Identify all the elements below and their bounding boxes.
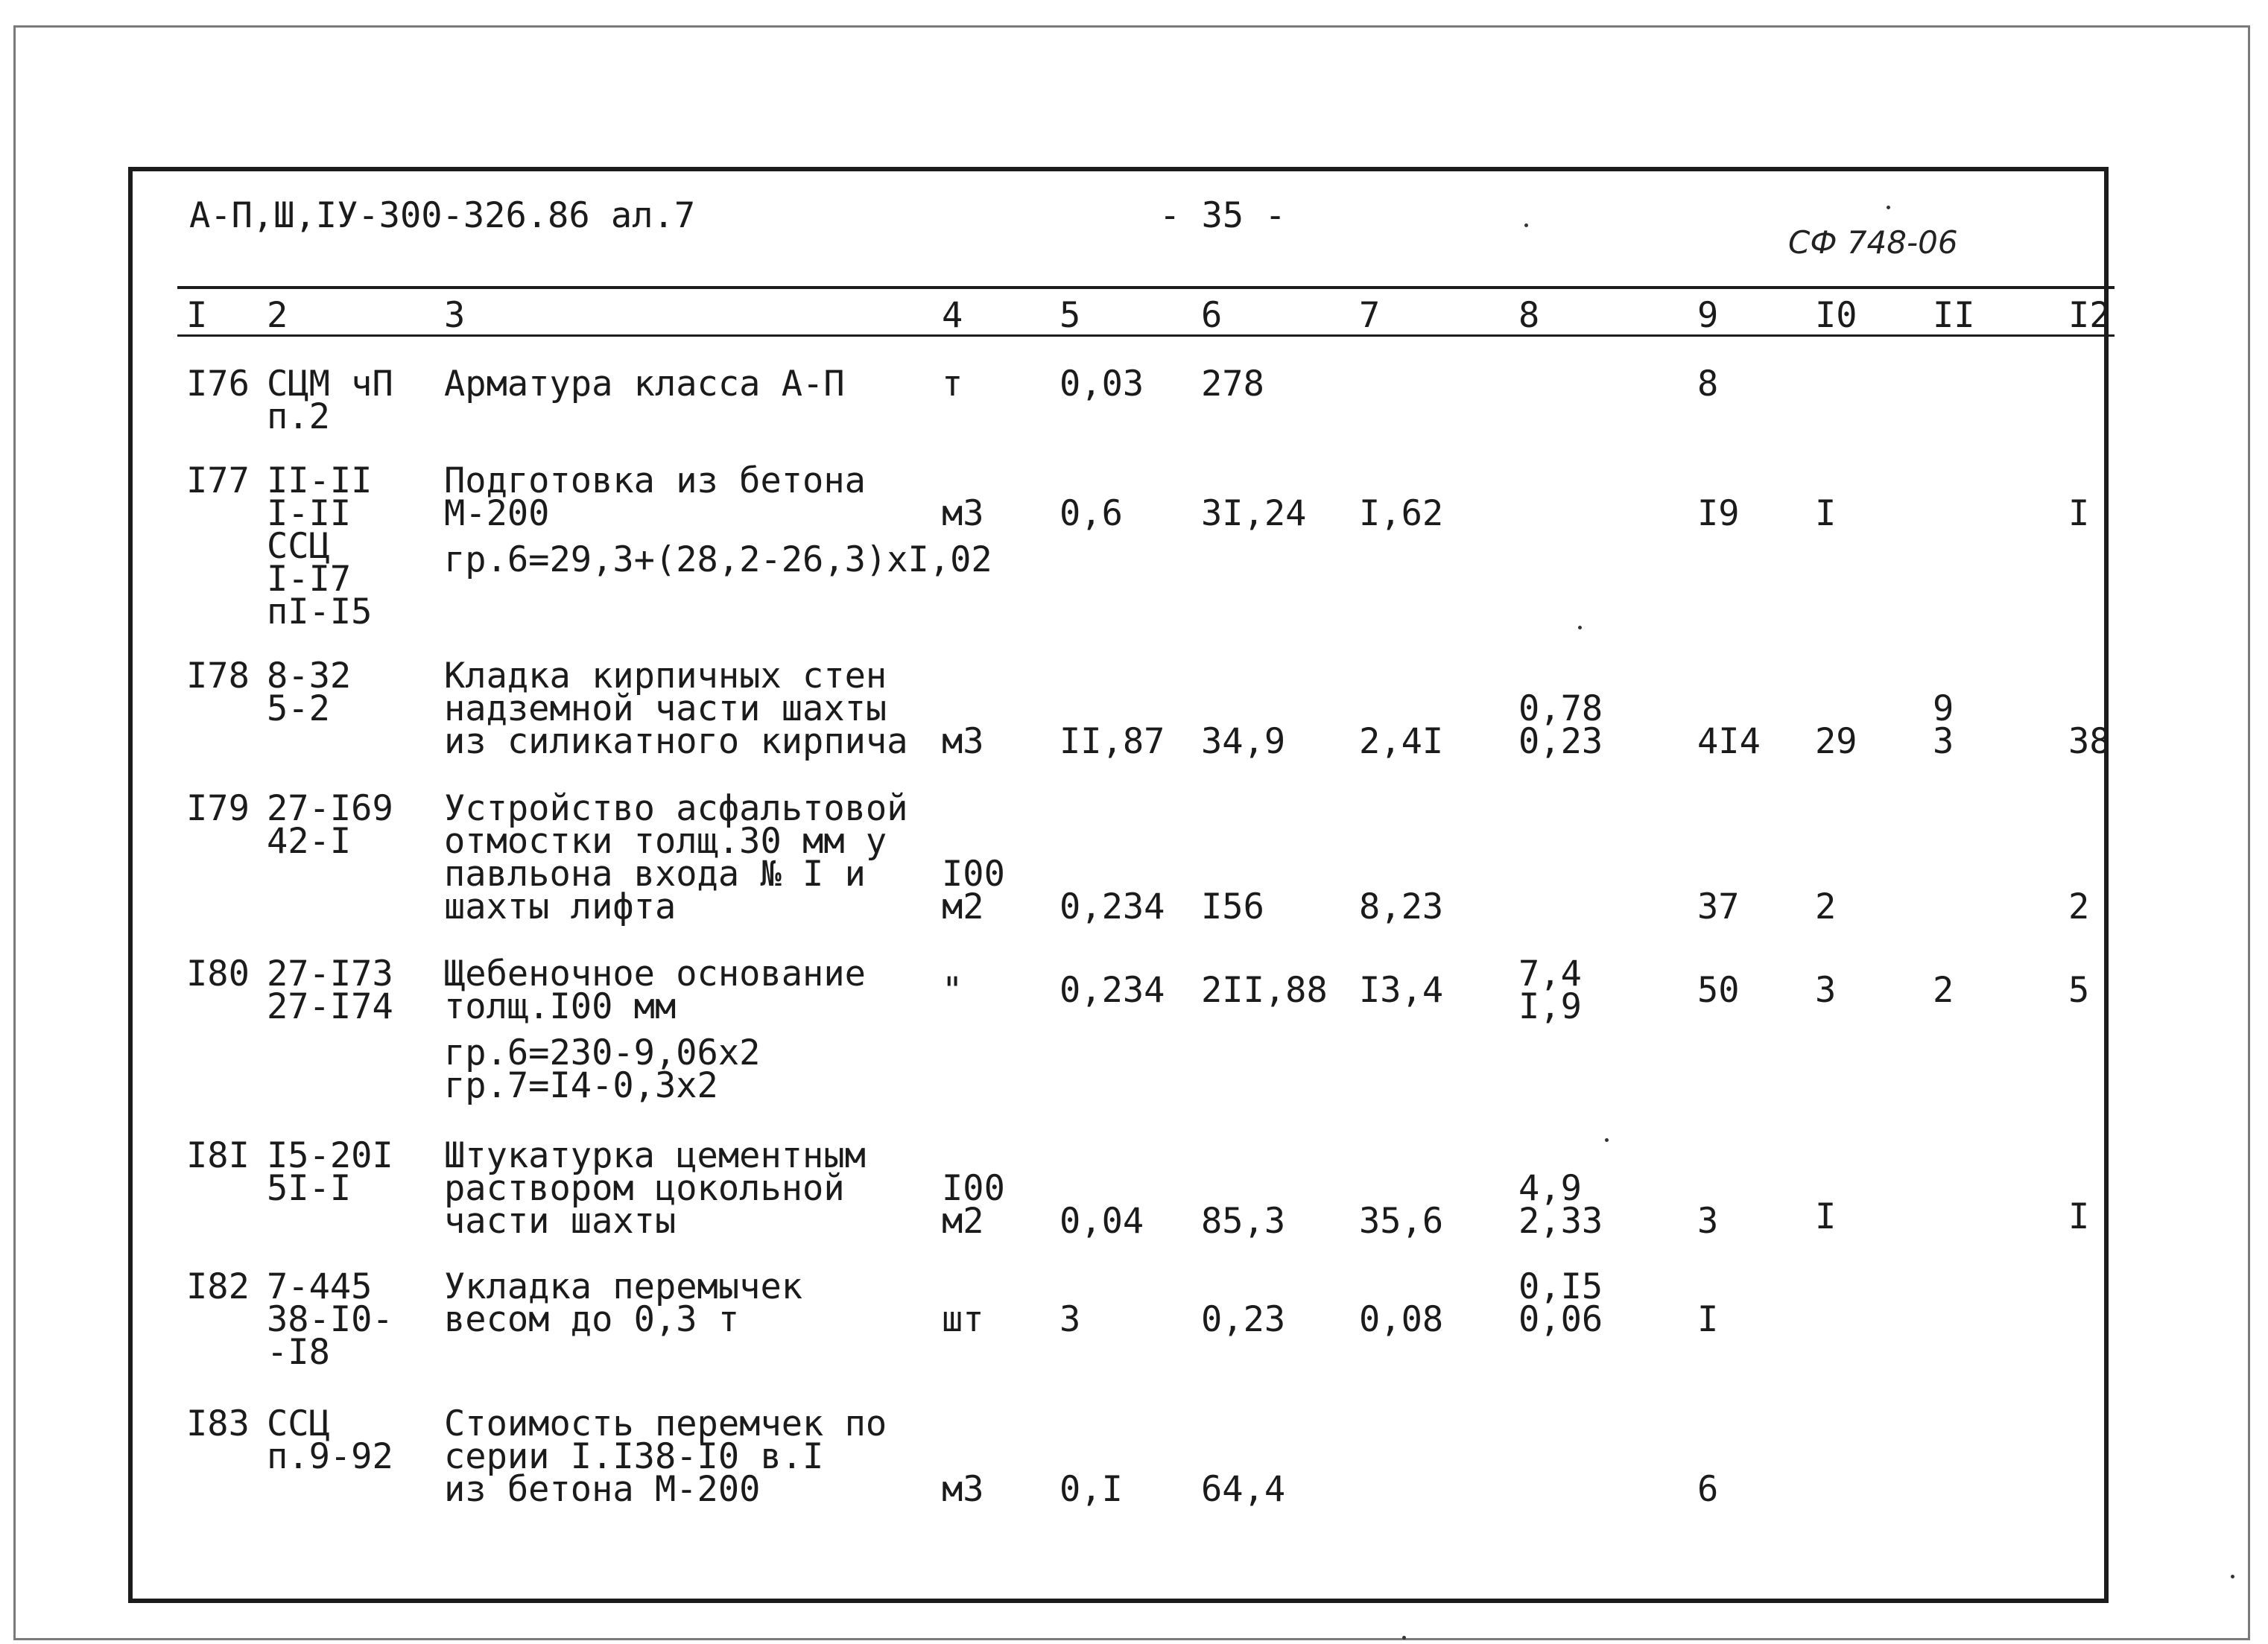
row-unit: шт xyxy=(942,1299,984,1340)
row-cell-12: 5 xyxy=(2068,970,2090,1011)
row-note: гр.6=29,3+(28,2-26,3)хI,02 xyxy=(444,539,992,580)
row-cell-10: I xyxy=(1815,1196,1837,1237)
row-cell-9: 37 xyxy=(1697,886,1740,927)
row-cell-6: 0,23 xyxy=(1201,1299,1286,1340)
row-quantity: 0,234 xyxy=(1059,886,1165,927)
column-header: 6 xyxy=(1201,295,1223,336)
row-number: I8I xyxy=(186,1135,250,1176)
row-cell-11: 9 3 xyxy=(1933,688,1954,762)
row-cell-12: I xyxy=(2068,493,2090,534)
scan-speck xyxy=(1578,626,1582,629)
row-code: 8-32 5-2 xyxy=(267,656,352,729)
row-number: I77 xyxy=(186,460,250,501)
column-header: 4 xyxy=(942,295,963,336)
row-quantity: 0,6 xyxy=(1059,493,1123,534)
row-note: гр.6=230-9,06х2 гр.7=I4-0,3х2 xyxy=(444,1032,761,1106)
row-unit: м3 xyxy=(942,1469,984,1510)
row-cell-7: 0,08 xyxy=(1359,1299,1444,1340)
column-header: I2 xyxy=(2068,295,2111,336)
row-cell-9: I9 xyxy=(1697,493,1740,534)
column-header: I0 xyxy=(1815,295,1857,336)
scan-speck xyxy=(1605,1138,1609,1142)
row-cell-7: 8,23 xyxy=(1359,886,1444,927)
row-cell-10: 29 xyxy=(1815,721,1857,762)
row-unit: т xyxy=(942,364,963,404)
row-cell-6: 85,3 xyxy=(1201,1201,1286,1242)
page-number: - 35 - xyxy=(1159,195,1286,236)
column-header: II xyxy=(1933,295,1975,336)
row-description: Подготовка из бетона М-200 xyxy=(444,460,866,534)
row-code: I5-20I 5I-I xyxy=(267,1135,393,1209)
row-cell-10: 3 xyxy=(1815,970,1837,1011)
row-unit: м3 xyxy=(942,721,984,762)
row-description: Штукатурка цементным раствором цокольной части шахты xyxy=(444,1135,866,1242)
row-number: I83 xyxy=(186,1403,250,1444)
row-cell-6: 34,9 xyxy=(1201,721,1286,762)
header-rule-top xyxy=(177,286,2115,289)
scan-speck xyxy=(1524,223,1528,227)
row-unit: м3 xyxy=(942,493,984,534)
handwritten-stamp: СФ 748-06 xyxy=(1788,224,1958,261)
row-description: Кладка кирпичных стен надземной части шахты из силикатного кирпича xyxy=(444,656,908,762)
row-cell-9: 50 xyxy=(1697,970,1740,1011)
row-cell-7: I,62 xyxy=(1359,493,1444,534)
row-description: Устройство асфальтовой отмостки толщ.30 мм у павльона входа № I и шахты лифта xyxy=(444,788,908,927)
row-cell-12: 2 xyxy=(2068,886,2090,927)
row-code: 27-I69 42-I xyxy=(267,788,393,862)
row-description: Стоимость перемчек по серии I.I38-I0 в.I из бетона М-200 xyxy=(444,1403,887,1510)
row-quantity: II,87 xyxy=(1059,721,1165,762)
column-header: 5 xyxy=(1059,295,1081,336)
row-cell-7: 2,4I xyxy=(1359,721,1444,762)
row-cell-6: 278 xyxy=(1201,364,1264,404)
row-cell-8: 0,78 0,23 xyxy=(1518,688,1603,762)
column-header: 2 xyxy=(267,295,288,336)
row-number: I80 xyxy=(186,953,250,994)
row-cell-9: 4I4 xyxy=(1697,721,1761,762)
row-number: I79 xyxy=(186,788,250,829)
row-cell-6: I56 xyxy=(1201,886,1264,927)
row-description: Арматура класса А-П xyxy=(444,364,845,404)
row-description: Щебеночное основание толщ.I00 мм xyxy=(444,953,866,1027)
row-cell-8: 7,4 I,9 xyxy=(1518,953,1582,1027)
row-cell-9: 3 xyxy=(1697,1201,1719,1242)
row-unit: " xyxy=(942,970,963,1011)
row-cell-8: 4,9 2,33 xyxy=(1518,1168,1603,1242)
row-quantity: 0,03 xyxy=(1059,364,1144,404)
scan-speck xyxy=(1402,1636,1406,1640)
row-cell-10: I xyxy=(1815,493,1837,534)
row-cell-9: 6 xyxy=(1697,1469,1719,1510)
row-quantity: 0,04 xyxy=(1059,1201,1144,1242)
row-cell-12: 38 xyxy=(2068,721,2111,762)
row-number: I76 xyxy=(186,364,250,404)
row-cell-7: 35,6 xyxy=(1359,1201,1444,1242)
row-cell-8: 0,I5 0,06 xyxy=(1518,1266,1603,1340)
document-code: А-П,Ш,IУ-300-326.86 ал.7 xyxy=(189,195,696,236)
column-header: 3 xyxy=(444,295,466,336)
row-unit: I00 м2 xyxy=(942,1168,1005,1242)
row-quantity: 0,234 xyxy=(1059,970,1165,1011)
row-number: I78 xyxy=(186,656,250,696)
row-quantity: 0,I xyxy=(1059,1469,1123,1510)
column-header: 8 xyxy=(1518,295,1540,336)
row-cell-11: 2 xyxy=(1933,970,1954,1011)
row-code: II-II I-II ССЦ I-I7 пI-I5 xyxy=(267,460,373,632)
row-code: 27-I73 27-I74 xyxy=(267,953,393,1027)
scan-speck xyxy=(1887,206,1890,209)
row-cell-7: I3,4 xyxy=(1359,970,1444,1011)
column-header: I xyxy=(186,295,208,336)
row-cell-6: 2II,88 xyxy=(1201,970,1328,1011)
row-quantity: 3 xyxy=(1059,1299,1081,1340)
column-header: 7 xyxy=(1359,295,1381,336)
row-cell-6: 3I,24 xyxy=(1201,493,1307,534)
column-header: 9 xyxy=(1697,295,1719,336)
row-description: Укладка перемычек весом до 0,3 т xyxy=(444,1266,803,1340)
row-code: 7-445 38-I0- -I8 xyxy=(267,1266,393,1373)
row-unit: I00 м2 xyxy=(942,854,1005,927)
row-code: СЦМ чП п.2 xyxy=(267,364,393,437)
row-cell-9: 8 xyxy=(1697,364,1719,404)
row-cell-12: I xyxy=(2068,1196,2090,1237)
scan-speck xyxy=(2231,1575,2234,1578)
row-cell-9: I xyxy=(1697,1299,1719,1340)
row-cell-6: 64,4 xyxy=(1201,1469,1286,1510)
row-code: ССЦ п.9-92 xyxy=(267,1403,393,1477)
row-number: I82 xyxy=(186,1266,250,1307)
row-cell-10: 2 xyxy=(1815,886,1837,927)
